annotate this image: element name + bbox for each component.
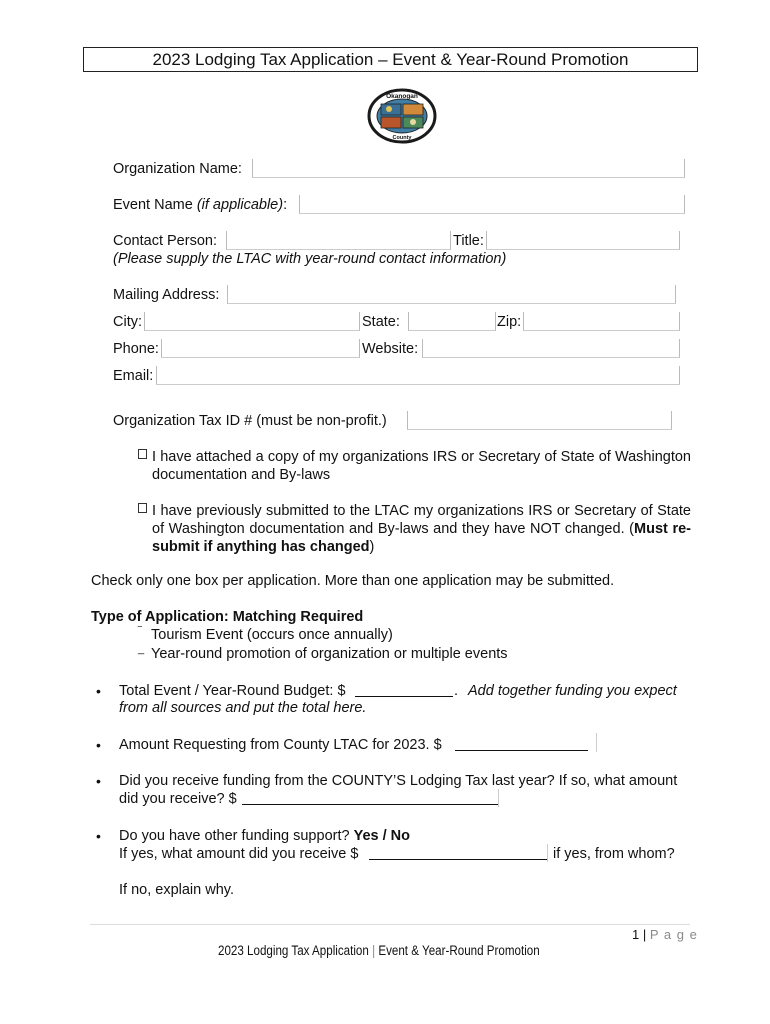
docs-previously-submitted-text xyxy=(152,502,691,556)
zip-label: Zip: xyxy=(497,314,522,330)
city-label: City: xyxy=(113,314,142,330)
tax-id-field[interactable] xyxy=(407,411,672,430)
page-word: P a g e xyxy=(649,927,698,942)
page-number: 1 xyxy=(632,927,640,942)
docs-option2-end: ) xyxy=(369,539,375,555)
email-field[interactable] xyxy=(156,366,680,385)
docs-previously-submitted-checkbox[interactable] xyxy=(138,503,147,513)
yes-no-choice[interactable]: Yes / No xyxy=(353,828,410,844)
budget-hint-line1: Add together funding you expect xyxy=(468,683,677,699)
prior-funding-line1: Did you receive funding from the COUNTY’S Lodging Tax last year? If so, what amount xyxy=(119,773,678,789)
field-edge xyxy=(596,733,597,752)
event-name-text: Event Name xyxy=(113,197,193,213)
event-name-field[interactable] xyxy=(299,195,685,214)
mailing-address-field[interactable] xyxy=(227,285,676,304)
title-field[interactable] xyxy=(486,231,680,250)
mailing-address-label: Mailing Address: xyxy=(113,287,220,303)
application-type-heading: Type of Application: Matching Required xyxy=(91,609,364,625)
year-round-checkbox-mark[interactable]: _ xyxy=(138,643,145,655)
field-edge xyxy=(498,789,499,807)
request-amount-input-line[interactable] xyxy=(455,735,588,751)
explain-label: If no, explain why. xyxy=(119,882,234,898)
prior-funding-input-line[interactable] xyxy=(242,789,498,805)
footer-doc-title xyxy=(218,943,540,958)
contact-person-field[interactable] xyxy=(226,231,451,250)
contact-note: (Please supply the LTAC with year-round contact information) xyxy=(113,251,507,267)
event-name-label xyxy=(113,197,287,213)
org-name-label: Organization Name: xyxy=(113,161,242,177)
prior-funding-line2: did you receive? $ xyxy=(119,791,237,807)
website-field[interactable] xyxy=(422,339,680,358)
budget-period: . xyxy=(454,683,459,699)
county-seal-logo xyxy=(367,88,437,144)
bullet-icon: • xyxy=(96,828,101,844)
title-label: Title: xyxy=(453,233,484,249)
event-name-colon: : xyxy=(283,197,288,213)
docs-attached-checkbox[interactable] xyxy=(138,449,147,459)
state-field[interactable] xyxy=(408,312,496,331)
phone-field[interactable] xyxy=(161,339,360,358)
email-label: Email: xyxy=(113,368,154,384)
budget-hint-line2: from all sources and put the total here. xyxy=(119,700,367,716)
website-label: Website: xyxy=(362,341,419,357)
tourism-checkbox-mark[interactable]: ‾ xyxy=(138,626,142,638)
org-name-field[interactable] xyxy=(252,159,685,178)
document-title: 2023 Lodging Tax Application – Event & Year-Round Promotion xyxy=(83,47,698,72)
bullet-icon: • xyxy=(96,683,101,699)
other-funding-label: Do you have other funding support? xyxy=(119,828,354,844)
footer-subtitle: Event & Year-Round Promotion xyxy=(378,943,540,958)
footer-divider xyxy=(90,924,690,925)
page-indicator xyxy=(632,927,698,942)
docs-option2-bold: Must re-submit if anything has changed xyxy=(152,521,691,555)
request-amount-label: Amount Requesting from County LTAC for 2023. $ xyxy=(119,737,442,753)
instructions-text: Check only one box per application. More than one application may be submitted. xyxy=(91,573,615,589)
state-label: State: xyxy=(362,314,400,330)
other-funding-amount-input-line[interactable] xyxy=(369,844,547,860)
svg-text:Okanogan: Okanogan xyxy=(386,93,418,100)
event-name-hint: (if applicable) xyxy=(196,197,284,213)
contact-person-label: Contact Person: xyxy=(113,233,217,249)
zip-field[interactable] xyxy=(523,312,680,331)
docs-attached-text: I have attached a copy of my organizations IRS or Secretary of State of Washington documentation and By-laws xyxy=(152,449,691,483)
footer-separator: | xyxy=(372,943,376,958)
page-separator: | xyxy=(642,927,647,942)
city-field[interactable] xyxy=(144,312,360,331)
tourism-event-option: Tourism Event (occurs once annually) xyxy=(151,627,393,643)
docs-option2-text: I have previously submitted to the LTAC my organizations IRS or Secretary of State of Washington documentation and By-laws and they have NOT changed. ( xyxy=(152,503,691,537)
footer-title: 2023 Lodging Tax Application xyxy=(218,943,369,958)
bullet-icon: • xyxy=(96,737,101,753)
budget-input-line[interactable] xyxy=(355,681,453,697)
phone-label: Phone: xyxy=(113,341,159,357)
svg-text:County: County xyxy=(392,135,412,141)
field-edge xyxy=(547,844,548,862)
bullet-icon: • xyxy=(96,773,101,789)
tax-id-label: Organization Tax ID # (must be non-profit.) xyxy=(113,413,387,429)
other-funding-question xyxy=(119,828,410,844)
other-funding-amount-label: If yes, what amount did you receive $ xyxy=(119,846,359,862)
other-funding-whom-label: if yes, from whom? xyxy=(553,846,675,862)
year-round-option: Year-round promotion of organization or multiple events xyxy=(151,646,508,662)
budget-label: Total Event / Year-Round Budget: $ xyxy=(119,683,346,699)
